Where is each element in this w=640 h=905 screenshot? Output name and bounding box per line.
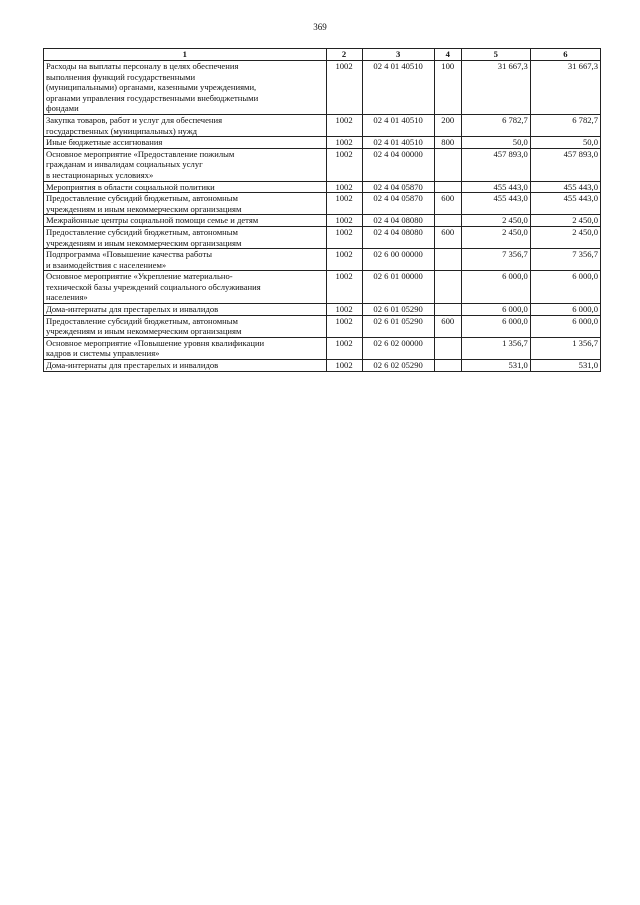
amount-col-5: 6 782,7 [461, 114, 530, 136]
amount-col-6: 531,0 [530, 360, 600, 372]
expense-type-code [434, 181, 461, 193]
header-col-6: 6 [530, 49, 600, 61]
table-body [44, 61, 601, 372]
expense-type-code [434, 304, 461, 316]
expense-type-code [434, 249, 461, 271]
table-row [44, 215, 601, 227]
section-code: 1002 [326, 249, 362, 271]
amount-col-5: 50,0 [461, 137, 530, 149]
expense-type-code [434, 360, 461, 372]
description-line: Иные бюджетные ассигнования [46, 137, 163, 148]
section-code: 1002 [326, 193, 362, 215]
target-article-code: 02 4 01 40510 [362, 137, 434, 149]
target-article-code: 02 6 01 05290 [362, 304, 434, 316]
description-line: органами управления государственными внебюджетными [46, 92, 259, 103]
description-line: кадров и системы управления» [46, 348, 160, 359]
section-code: 1002 [326, 271, 362, 304]
section-code: 1002 [326, 315, 362, 337]
amount-col-6: 455 443,0 [530, 193, 600, 215]
description-line: Основное мероприятие «Предоставление пожилым [46, 148, 235, 159]
section-code: 1002 [326, 148, 362, 181]
description-line: Подпрограмма «Повышение качества работы [46, 249, 212, 260]
amount-col-6: 50,0 [530, 137, 600, 149]
amount-col-6: 6 000,0 [530, 304, 600, 316]
row-description [44, 137, 327, 149]
amount-col-6: 457 893,0 [530, 148, 600, 181]
table-row [44, 271, 601, 304]
header-col-3: 3 [362, 49, 434, 61]
target-article-code: 02 6 01 05290 [362, 315, 434, 337]
table-row [44, 193, 601, 215]
description-line: (муниципальными) органами, казенными учреждениями, [46, 82, 257, 93]
description-line: Предоставление субсидий бюджетным, автономным [46, 193, 238, 204]
target-article-code: 02 4 04 08080 [362, 226, 434, 248]
table-row [44, 249, 601, 271]
description-line: Дома-интернаты для престарелых и инвалидов [46, 360, 219, 371]
row-description [44, 193, 327, 215]
header-col-4: 4 [434, 49, 461, 61]
amount-col-5: 31 667,3 [461, 61, 530, 115]
page-number: 369 [313, 22, 327, 32]
row-description [44, 249, 327, 271]
amount-col-6: 31 667,3 [530, 61, 600, 115]
description-line: Мероприятия в области социальной политики [46, 181, 215, 192]
section-code: 1002 [326, 181, 362, 193]
row-description [44, 337, 327, 359]
description-line: государственных (муниципальных) нужд [46, 125, 198, 136]
description-line: учреждениям и иным некоммерческим организациям [46, 326, 242, 337]
description-line: населения» [46, 292, 88, 303]
table-row [44, 181, 601, 193]
header-col-2: 2 [326, 49, 362, 61]
section-code: 1002 [326, 360, 362, 372]
expense-type-code: 600 [434, 226, 461, 248]
expense-type-code: 600 [434, 315, 461, 337]
target-article-code: 02 4 01 40510 [362, 114, 434, 136]
row-description [44, 61, 327, 115]
amount-col-6: 1 356,7 [530, 337, 600, 359]
row-description [44, 304, 327, 316]
table-row [44, 61, 601, 115]
table-row [44, 114, 601, 136]
section-code: 1002 [326, 337, 362, 359]
amount-col-5: 455 443,0 [461, 193, 530, 215]
description-line: Расходы на выплаты персоналу в целях обеспечения [46, 61, 239, 71]
description-line: выполнения функций государственными [46, 71, 196, 82]
target-article-code: 02 6 02 00000 [362, 337, 434, 359]
description-line: технической базы учреждений социального обслуживания [46, 281, 261, 292]
row-description [44, 226, 327, 248]
expense-type-code: 600 [434, 193, 461, 215]
target-article-code: 02 6 02 05290 [362, 360, 434, 372]
table-row [44, 360, 601, 372]
description-line: в нестационарных условиях» [46, 169, 154, 180]
table-row [44, 315, 601, 337]
section-code: 1002 [326, 61, 362, 115]
description-line: Дома-интернаты для престарелых и инвалидов [46, 304, 219, 315]
expense-type-code [434, 215, 461, 227]
section-code: 1002 [326, 304, 362, 316]
amount-col-5: 6 000,0 [461, 315, 530, 337]
expense-type-code: 100 [434, 61, 461, 115]
amount-col-6: 6 000,0 [530, 271, 600, 304]
amount-col-5: 6 000,0 [461, 271, 530, 304]
amount-col-5: 457 893,0 [461, 148, 530, 181]
target-article-code: 02 4 04 00000 [362, 148, 434, 181]
target-article-code: 02 4 04 05870 [362, 193, 434, 215]
expense-type-code [434, 271, 461, 304]
table-row [44, 304, 601, 316]
expense-type-code [434, 148, 461, 181]
target-article-code: 02 4 04 08080 [362, 215, 434, 227]
table-row [44, 226, 601, 248]
section-code: 1002 [326, 137, 362, 149]
amount-col-6: 6 000,0 [530, 315, 600, 337]
amount-col-5: 455 443,0 [461, 181, 530, 193]
description-line: гражданам и инвалидам социальных услуг [46, 159, 203, 170]
row-description [44, 181, 327, 193]
target-article-code: 02 4 01 40510 [362, 61, 434, 115]
row-description [44, 215, 327, 227]
description-line: Основное мероприятие «Повышение уровня квалификации [46, 337, 265, 348]
table-row [44, 137, 601, 149]
expense-type-code: 800 [434, 137, 461, 149]
amount-col-5: 2 450,0 [461, 215, 530, 227]
section-code: 1002 [326, 215, 362, 227]
row-description [44, 114, 327, 136]
row-description [44, 271, 327, 304]
row-description [44, 360, 327, 372]
target-article-code: 02 6 01 00000 [362, 271, 434, 304]
row-description [44, 315, 327, 337]
amount-col-6: 7 356,7 [530, 249, 600, 271]
description-line: учреждениям и иным некоммерческим организациям [46, 203, 242, 214]
description-line: Основное мероприятие «Укрепление материально- [46, 271, 233, 282]
description-line: Межрайонные центры социальной помощи семье и детям [46, 215, 259, 226]
row-description [44, 148, 327, 181]
target-article-code: 02 4 04 05870 [362, 181, 434, 193]
amount-col-6: 6 782,7 [530, 114, 600, 136]
budget-table [43, 48, 601, 372]
description-line: Закупка товаров, работ и услуг для обеспечения [46, 114, 223, 125]
header-col-1: 1 [44, 49, 327, 61]
amount-col-5: 6 000,0 [461, 304, 530, 316]
amount-col-5: 1 356,7 [461, 337, 530, 359]
description-line: Предоставление субсидий бюджетным, автономным [46, 226, 238, 237]
amount-col-6: 2 450,0 [530, 215, 600, 227]
amount-col-5: 531,0 [461, 360, 530, 372]
table-row [44, 337, 601, 359]
header-col-5: 5 [461, 49, 530, 61]
description-line: и взаимодействия с населением» [46, 259, 167, 270]
amount-col-5: 2 450,0 [461, 226, 530, 248]
table-header-row [44, 49, 601, 61]
amount-col-5: 7 356,7 [461, 249, 530, 271]
amount-col-6: 2 450,0 [530, 226, 600, 248]
table-row [44, 148, 601, 181]
section-code: 1002 [326, 114, 362, 136]
expense-type-code [434, 337, 461, 359]
target-article-code: 02 6 00 00000 [362, 249, 434, 271]
description-line: фондами [46, 103, 79, 114]
description-line: Предоставление субсидий бюджетным, автономным [46, 315, 238, 326]
description-line: учреждениям и иным некоммерческим организациям [46, 237, 242, 248]
amount-col-6: 455 443,0 [530, 181, 600, 193]
expense-type-code: 200 [434, 114, 461, 136]
section-code: 1002 [326, 226, 362, 248]
